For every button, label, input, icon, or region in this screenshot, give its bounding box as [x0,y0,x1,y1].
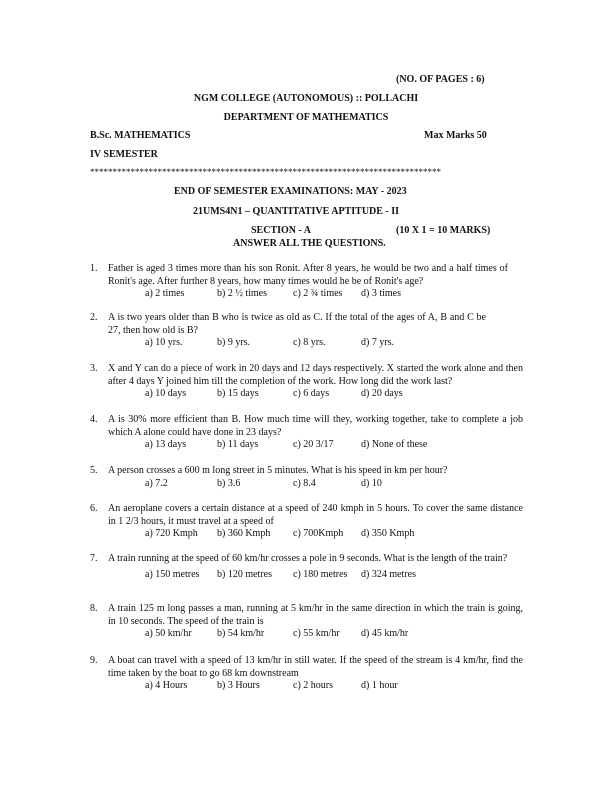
exam-title: END OF SEMESTER EXAMINATIONS: MAY - 2023 [174,186,407,197]
college-name: NGM COLLEGE (AUTONOMOUS) :: POLLACHI [193,93,419,104]
option-a: a) 50 km/hr [145,628,192,640]
option-d: d) 7 yrs. [361,337,395,349]
question-number: 1. [90,263,98,274]
options-row [108,569,523,582]
question-1 [90,263,508,301]
option-d: d) 3 times [361,288,401,300]
option-b: b) 3.6 [217,477,241,489]
option-b: b) 9 yrs. [217,337,251,349]
option-b: b) 120 metres [217,568,272,580]
option-d: d) 350 Kmph [361,528,415,540]
options-row [108,337,508,350]
option-b: b) 15 days [217,388,259,400]
question-number: 5. [90,465,98,476]
option-c: c) 2 hours [293,680,333,692]
option-a: a) 7.2 [145,477,168,489]
option-d: d) 45 km/hr [361,628,409,640]
instruction: ANSWER ALL THE QUESTIONS. [233,238,386,249]
options-row [108,288,508,301]
question-text: A is 30% more efficient than B. How much time will they, working together, take to complete a job which A alone could have done in 23 days? [108,414,523,438]
question-4 [90,414,523,452]
option-d: d) 20 days [361,388,403,400]
options-row [108,680,523,693]
option-a: a) 150 metres [145,568,200,580]
option-b: b) 360 Kmph [217,528,271,540]
option-c: c) 8.4 [293,477,316,489]
option-b: b) 54 km/hr [217,628,265,640]
option-c: c) 700Kmph [293,528,344,540]
option-d: d) 324 metres [361,568,416,580]
question-text: A boat can travel with a speed of 13 km/hr in still water. If the speed of the stream is 4 km/hr, find the time taken by the boat to go 68 km downstream [108,655,523,679]
option-a: a) 13 days [145,439,187,451]
question-8 [90,603,523,641]
options-row [108,478,523,491]
question-number: 4. [90,414,98,425]
option-c: c) 55 km/hr [293,628,340,640]
question-number: 9. [90,655,98,666]
question-6 [90,503,523,541]
option-d: d) None of these [361,439,428,451]
question-5 [90,465,523,491]
course-title: 21UMS4N1 – QUANTITATIVE APTITUDE - II [193,206,400,217]
question-number: 8. [90,603,98,614]
option-a: a) 4 Hours [145,680,188,692]
section-marks: (10 X 1 = 10 MARKS) [396,225,491,236]
question-9 [90,655,523,693]
question-text: A train running at the speed of 60 km/hr crosses a pole in 9 seconds. What is the length of the train? [108,553,508,564]
options-row [108,388,523,401]
question-number: 6. [90,503,98,514]
question-number: 3. [90,363,98,374]
option-c: c) 6 days [293,388,330,400]
option-c: c) 8 yrs. [293,337,326,349]
page-count: (NO. OF PAGES : 6) [396,74,485,85]
question-text: A person crosses a 600 m long street in 5 minutes. What is his speed in km per hour? [108,465,448,476]
option-a: a) 720 Kmph [145,528,198,540]
question-text: An aeroplane covers a certain distance at a speed of 240 kmph in 5 hours. To cover the same distance in 1 2/3 hours, it must travel at a speed of [108,503,523,527]
option-b: b) 2 ½ times [217,288,267,300]
option-b: b) 3 Hours [217,680,260,692]
option-a: a) 2 times [145,288,185,300]
option-c: c) 2 ¾ times [293,288,343,300]
question-number: 2. [90,312,98,323]
question-text: Father is aged 3 times more than his son Ronit. After 8 years, he would be two and a half times of Ronit's age. After further 8 years, how many times would he be of Ronit's age? [108,263,508,287]
question-number: 7. [90,553,98,564]
question-7 [90,553,523,582]
department-name: DEPARTMENT OF MATHEMATICS [223,112,389,123]
question-text: A is two years older than B who is twice as old as C. If the total of the ages of A, B and C be 27, then how old is B? [108,312,486,336]
option-c: c) 20 3/17 [293,439,334,451]
semester: IV SEMESTER [90,149,158,160]
question-2 [90,312,508,350]
option-c: c) 180 metres [293,568,348,580]
options-row [108,628,523,641]
question-text: X and Y can do a piece of work in 20 days and 12 days respectively. X started the work alone and then after 4 days Y joined him till the completion of the work. How long did the work last? [108,363,523,387]
question-3 [90,363,523,401]
option-d: d) 10 [361,477,382,489]
question-text: A train 125 m long passes a man, running at 5 km/hr in the same direction in which the train is going, in 10 seconds. The speed of the train is [108,603,523,627]
option-a: a) 10 yrs. [145,337,183,349]
option-a: a) 10 days [145,388,187,400]
option-d: d) 1 hour [361,680,398,692]
program-name: B.Sc. MATHEMATICS [90,130,191,141]
max-marks: Max Marks 50 [424,130,487,141]
options-row [108,528,523,541]
options-row [108,439,523,452]
option-b: b) 11 days [217,439,259,451]
star-divider: ****************************************************************************** [90,167,441,177]
section-title: SECTION - A [251,225,312,236]
